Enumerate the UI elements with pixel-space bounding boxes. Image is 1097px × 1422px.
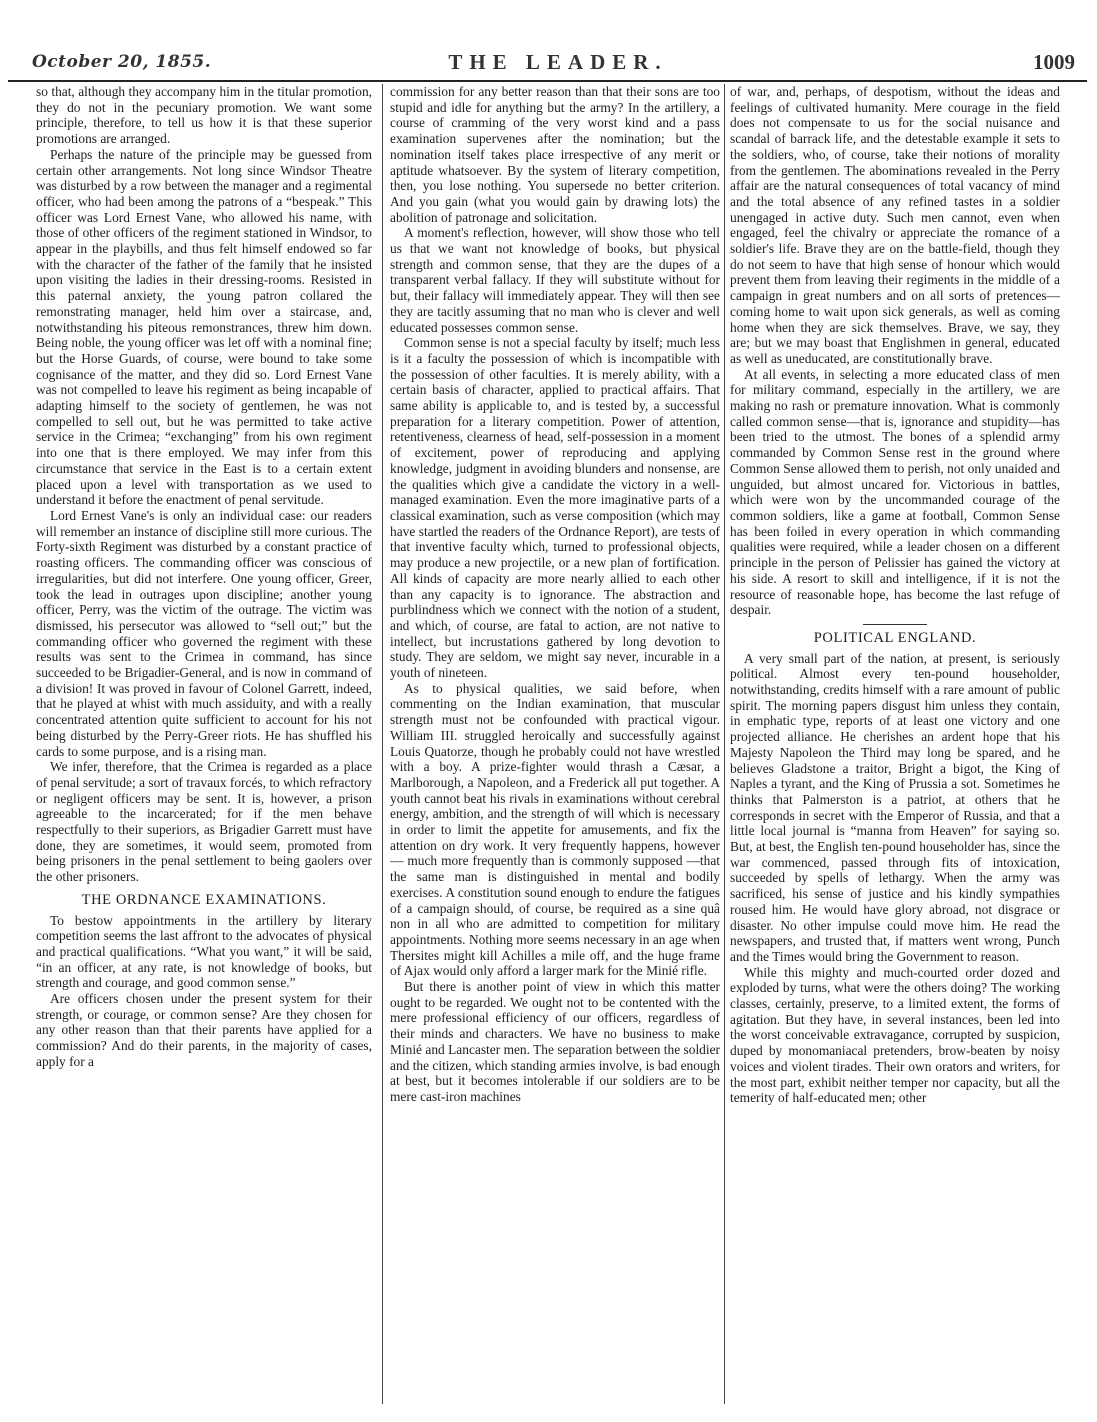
article-heading: THE ORDNANCE EXAMINATIONS.	[81, 891, 327, 908]
paragraph: Common sense is not a special faculty by itself; much less is it a faculty the possession of which is incompatible with the possession of other faculties. It is merely ability, with a certain basis of character, applied to practical affairs. That same ability is applicable to, and is tested by, a successful preparation for a literary competition. Power of attention, retentiveness, clearness of head, self-possession in a moment of excitement, power of reproducing and applying knowledge, judgment in avoiding blunders and nonsense, are the qualities which give a candidate the victory in a well-managed examination. Even the more imaginative parts of a classical examination, such as verse composition (which may have startled the readers of the Ordnance Report), are tests of that inventive faculty which, turned to professional objects, may produce a new projectile, or a new plan of fortification. All kinds of capacity are more nearly allied to each other than any capacity is to ignorance. The abstraction and purblindness which we connect with the notion of a student, and which, of course, are fatal to action, are not native to intellect, but incrustations gathered by long devotion to study. They are seldom, we might say never, incurable in a youth of nineteen.	[390, 335, 720, 681]
paragraph: so that, although they accompany him in the titular promotion, they do not in the pecuniary promotion. We want some principle, therefore, to tell us how it is that these superior promotions are arranged.	[36, 84, 372, 147]
column-middle	[390, 84, 720, 1420]
paragraph: At all events, in selecting a more educated class of men for military command, especially in the artillery, we are making no rash or premature innovation. What is commonly called common sense—that is, ignorance and stupidity—has been tried to the utmost. The bones of a splendid army commanded by Common Sense rest in the ground where Common Sense allowed them to perish, not only unaided and unguided, but almost uncared for. Victorious in battles, which were won by the uncommanded courage of the common soldiers, like a game at football, Common Sense has been foiled in every operation in which commanding qualities were required, while a leader chosen on a different principle in the person of Pelissier has gained the victory at his side. A resort to skill and intelligence, if it is not the resource of reasonable hope, has become the last refuge of despair.	[730, 366, 1060, 618]
newspaper-title: THE LEADER.	[448, 50, 668, 74]
paragraph: As to physical qualities, we said before, when commenting on the Indian examination, that muscular strength must not be confounded with practical vigour. William III. struggled heroically and successfully against Louis Quatorze, though he probably could not have wrestled with a boy. A prize-fighter would thrash a Cæsar, a Marlborough, a Napoleon, and a Frederick all put together. A youth cannot beat his rivals in examinations without cerebral energy, ambition, and the strength of will which is necessary in order to limit the appetite for amusements, and fix the attention on dry work. It very frequently happens, however — much more frequently than is commonly supposed —that the same man is distinguished in mental and bodily exercises. A constitution sound enough to endure the fatigues of a campaign should, of course, be required as a sine quâ non in all who are admitted to competition for military appointments. Nothing more seems necessary in an age when Thersites might kill Achilles a mile off, and the huge frame of Ajax would only afford a larger mark for the Minié rifle.	[390, 680, 720, 979]
paragraph: We infer, therefore, that the Crimea is regarded as a place of penal servitude; a sort of travaux forcés, to which refractory or negligent officers may be sent. It is, however, a prison agreeable to the incarcerated; for if the men behave respectfully to their superiors, as Brigadier Garrett must have done, they are sometimes, it would seem, promoted from being prisoners in the penal settlement to being gaolers over the other prisoners.	[36, 759, 372, 885]
issue-date: October 20, 1855.	[32, 52, 212, 72]
section-rule	[863, 624, 927, 625]
column-right	[730, 84, 1060, 1420]
paragraph: Are officers chosen under the present system for their strength, or courage, or common sense? Are they chosen for any other reason than that their parents have applied for a commission? And do their parents, in the majority of cases, apply for a	[36, 991, 372, 1069]
column-left	[36, 84, 372, 1420]
paragraph: While this mighty and much-courted order dozed and exploded by turns, what were the others doing? The working classes, certainly, preserve, to a limited extent, the forms of agitation. But they have, in several instances, been led into the worst conceivable extravagance, corrupted by suspicion, duped by monomaniacal pretenders, brow-beaten by noisy voices and violent tirades. Their own orators and writers, for the most part, exhibit neither temper nor capacity, but all the temerity of half-educated men; other	[730, 964, 1060, 1106]
page-number: 1009	[1033, 50, 1075, 74]
paragraph: commission for any better reason than that their sons are too stupid and idle for anything but the army? In the artillery, a course of cramming of the very worst kind and a pass examination supervenes after the nomination; but the nomination itself takes place irrespective of any merit or aptitude whatsoever. By the system of literary competition, then, you lose nothing. You supersede no better criterion. And you gain (what you would gain by drawing lots) the abolition of patronage and solicitation.	[390, 84, 720, 225]
paragraph: Lord Ernest Vane's is only an individual case: our readers will remember an instance of discipline still more curious. The Forty-sixth Regiment was disturbed by a constant practice of roasting officers. The commanding officer was conscious of irregularities, but did not interfere. One young officer, Greer, took the lead in outrages upon discipline; another young officer, Perry, was the victim of the outrage. The victim was dismissed, his persecutor was allowed to “sell out;” but the commanding officer who governed the regiment with these results was sent to the Crimea in command, has since succeeded to be Brigadier-General, and is now in command of a division! It was proved in favour of Colonel Garrett, indeed, that he played at whist with much assiduity, and with a really concentrated attention quite sufficient to account for his not being disturbed by the Perry-Greer riots. He has shuffled his cards to some purpose, and is a rising man.	[36, 507, 372, 759]
paragraph: To bestow appointments in the artillery by literary competition seems the last affront to the advocates of physical and practical qualifications. “What you want,” it will be said, “in an officer, at any rate, is not knowledge of books, but strength and courage, and good common sense.”	[36, 912, 372, 991]
article-heading: POLITICAL ENGLAND.	[813, 629, 977, 646]
column-divider	[724, 84, 725, 1404]
paragraph: A moment's reflection, however, will show those who tell us that we want not knowledge of books, but physical strength and common sense, that they are the dupes of a transparent verbal fallacy. If they will substitute without for but, their fallacy will immediately appear. They will then see they are tacitly assuming that no man who is clever and well educated possesses common sense.	[390, 225, 720, 335]
paragraph: A very small part of the nation, at present, is seriously political. Almost every ten-pound householder, notwithstanding, credits himself with a rare amount of public spirit. The morning papers disgust him unless they contain, in emphatic type, reports of at least one victory and one projected alliance. He cherishes an ardent hope that his Majesty Napoleon the Third may long be spared, and he believes Gladstone a traitor, Bright a bigot, the King of Naples a tyrant, and the King of Prussia a sot. Sometimes he thinks that Palmerston is a patriot, at others that he corresponds in secret with the Emperor of Russia, and that a little local journal is “manna from Heaven” for saying so. But, at best, the English ten-pound householder has, since the war commenced, passed through fits of intoxication, succeeded by spells of lethargy. When the army was sacrificed, his sense of justice and his kindly sympathies roused him. He would have glory abroad, not disgrace or disaster. No other impulse could move him. He read the newspapers, and trusted that, if matters went wrong, Punch and the Times would bring the Government to reason.	[730, 650, 1060, 964]
column-divider	[382, 84, 383, 1404]
paragraph: of war, and, perhaps, of despotism, without the ideas and feelings of cultivated humanity. Mere courage in the field does not compensate to us for the social nuisance and scandal of barrack life, and the detestable example it sets to the soldiers, who, of course, take their notions of morality from the gentlemen. The abominations revealed in the Perry affair are the natural consequences of total vacancy of mind and the total absence of any refined tastes in a soldier unengaged in active duty. Such men cannot, even when engaged, feel the chivalry or appreciate the romance of a soldier's life. Brave they are on the battle-field, though they do not seem to have that high sense of honour which would prevent them from leaving their regiments in the middle of a campaign in great numbers and on all sorts of pretences—coming home to wait upon sick generals, as well as coming home when they are sick themselves. Brave, we say, they are; but we may boast that Englishmen in general, educated as well as uneducated, are constitutionally brave.	[730, 84, 1060, 366]
paragraph: Perhaps the nature of the principle may be guessed from certain other arrangements. Not long since Windsor Theatre was disturbed by a row between the manager and a regimental officer, who had been among the patrons of a “bespeak.” This officer was Lord Ernest Vane, who allowed his name, with those of other officers of the regiment stationed in Windsor, to appear in the playbills, and thus felt himself endowed so far with the character of the father of the family that he insisted upon visiting the ladies in their dressing-rooms. Resisted in this paternal anxiety, the young patron collared the remonstrating manager, held him over a staircase, and, notwithstanding his piteous remonstrances, threw him down. Being noble, the young officer was let off with a nominal fine; but the Horse Guards, of course, were bound to take some cognisance of the matter, and they did so. Lord Ernest Vane was not compelled to leave his regiment as being incapable of adapting himself to the society of gentlemen, he was not compelled to sell out, but he was permitted to take active service in the Crimea; “exchanging” from his own regiment into one that is there employed. We may infer from this circumstance that service in the East is to a certain extent placed upon a level with transportation as we used to understand it before the enactment of penal servitude.	[36, 146, 372, 508]
paragraph: But there is another point of view in which this matter ought to be regarded. We ought not to be contented with the mere professional efficiency of our officers, regardless of their minds and characters. We have no business to make Minié and Lancaster men. The separation between the soldier and the citizen, which standing armies involve, is bad enough at best, but it becomes intolerable if our soldiers are to be mere cast-iron machines	[390, 979, 720, 1104]
masthead	[8, 44, 1087, 82]
